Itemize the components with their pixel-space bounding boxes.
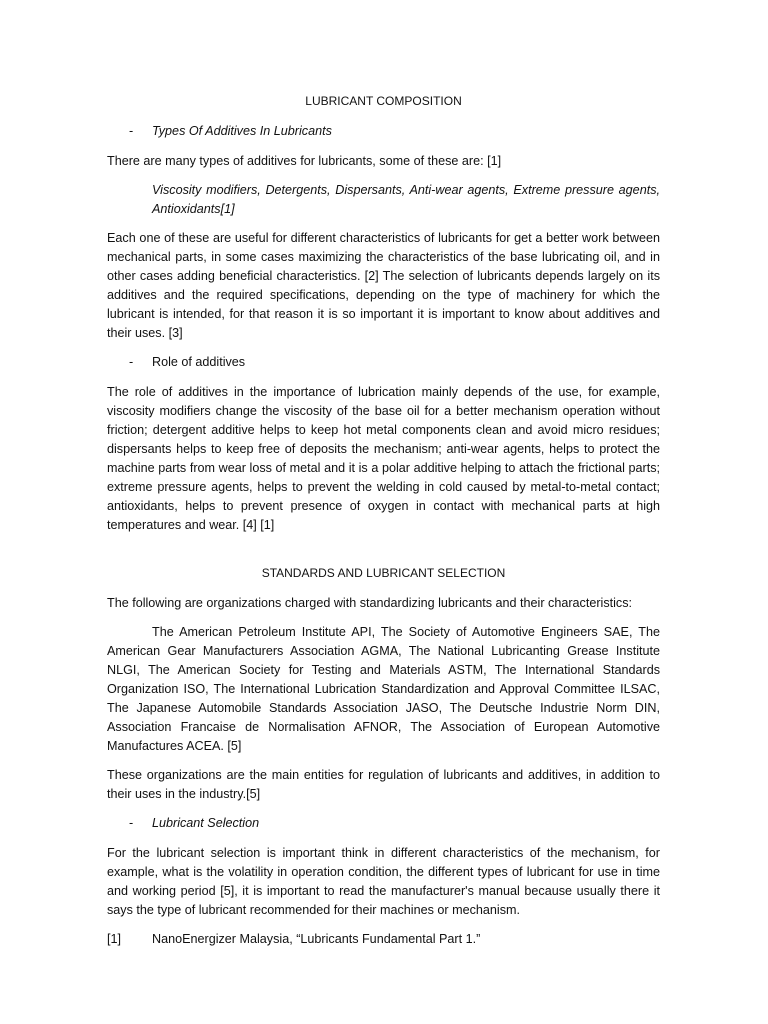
document-body xyxy=(107,92,660,949)
document-title: LUBRICANT COMPOSITION xyxy=(305,94,462,108)
bullet-role-of-additives xyxy=(107,353,660,372)
section-heading-standards: STANDARDS AND LUBRICANT SELECTION xyxy=(261,566,506,580)
bullet-text: Types Of Additives In Lubricants xyxy=(152,124,332,138)
reference-text: NanoEnergizer Malaysia, “Lubricants Fundamental Part 1.” xyxy=(152,932,481,946)
bullet-text: Lubricant Selection xyxy=(152,816,260,830)
bullet-types-of-additives xyxy=(107,122,660,141)
bullet-dash: - xyxy=(129,124,134,138)
bullet-lubricant-selection xyxy=(107,814,660,833)
bullet-dash: - xyxy=(129,355,134,369)
additives-list: Viscosity modifiers, Detergents, Dispersants, Anti-wear agents, Extreme pressure agents, Antioxidants[1] xyxy=(152,183,660,216)
paragraph-organizations-role: These organizations are the main entities for regulation of lubricants and additives, in addition to their uses in the industry.[5] xyxy=(107,768,660,801)
paragraph-additives-usefulness: Each one of these are useful for different characteristics of lubricants for get a better work between mechanical parts, in some cases maximizing the characteristics of the base lubricating oil, and in other cases adding beneficial characteristics. [2] The selection of lubricants depends largely on its additives and the required specifications, depending on the type of machinery for which the lubricant is intended, for that reason it is so important it is important to know about additives and their uses. [3] xyxy=(107,231,660,340)
bullet-text: Role of additives xyxy=(152,355,246,369)
paragraph-lubricant-selection: For the lubricant selection is important think in different characteristics of the mechanism, for example, what is the volatility in operation condition, the different types of lubricant for use in time and working period [5], it is important to read the manufacturer's manual because usually there it says the type of lubricant recommended for their machines or mechanism. xyxy=(107,846,660,917)
paragraph-organizations-list: The American Petroleum Institute API, The Society of Automotive Engineers SAE, The American Gear Manufacturers Association AGMA, The National Lubricanting Grease Institute NLGI, The American Society for Testing and Materials ASTM, The International Standards Organization ISO, The International Lubrication Standardization and Approval Committee ILSAC, The Japanese Automobile Standards Association JASO, The Deutsche Industrie Norm DIN, Association Francaise de Normalisation AFNOR, The Association of European Automotive Manufactures ACEA. [5] xyxy=(107,625,660,753)
reference-number: [1] xyxy=(107,932,122,946)
bullet-dash: - xyxy=(129,816,134,830)
paragraph-additives-intro: There are many types of additives for lubricants, some of these are: [1] xyxy=(107,154,502,168)
reference-item xyxy=(107,930,660,949)
spacer xyxy=(107,545,660,564)
paragraph-organizations-intro: The following are organizations charged with standardizing lubricants and their characteristics: xyxy=(107,596,633,610)
paragraph-role-of-additives: The role of additives in the importance of lubrication mainly depends of the use, for example, viscosity modifiers change the viscosity of the base oil for a better mechanism operation without friction; detergent additive helps to keep hot metal components clean and avoid micro residues; dispersants helps to keep free of deposits the mechanism; anti-wear agents, helps to protect the machine parts from wear loss of metal and it is a polar additive helping to attach the frictional parts; extreme pressure agents, helps to prevent the welding in cold caused by metal-to-metal contact; antioxidants, helps to prevent presence of oxygen in contact with mechanical parts at high temperatures and wear. [4] [1] xyxy=(107,385,660,532)
